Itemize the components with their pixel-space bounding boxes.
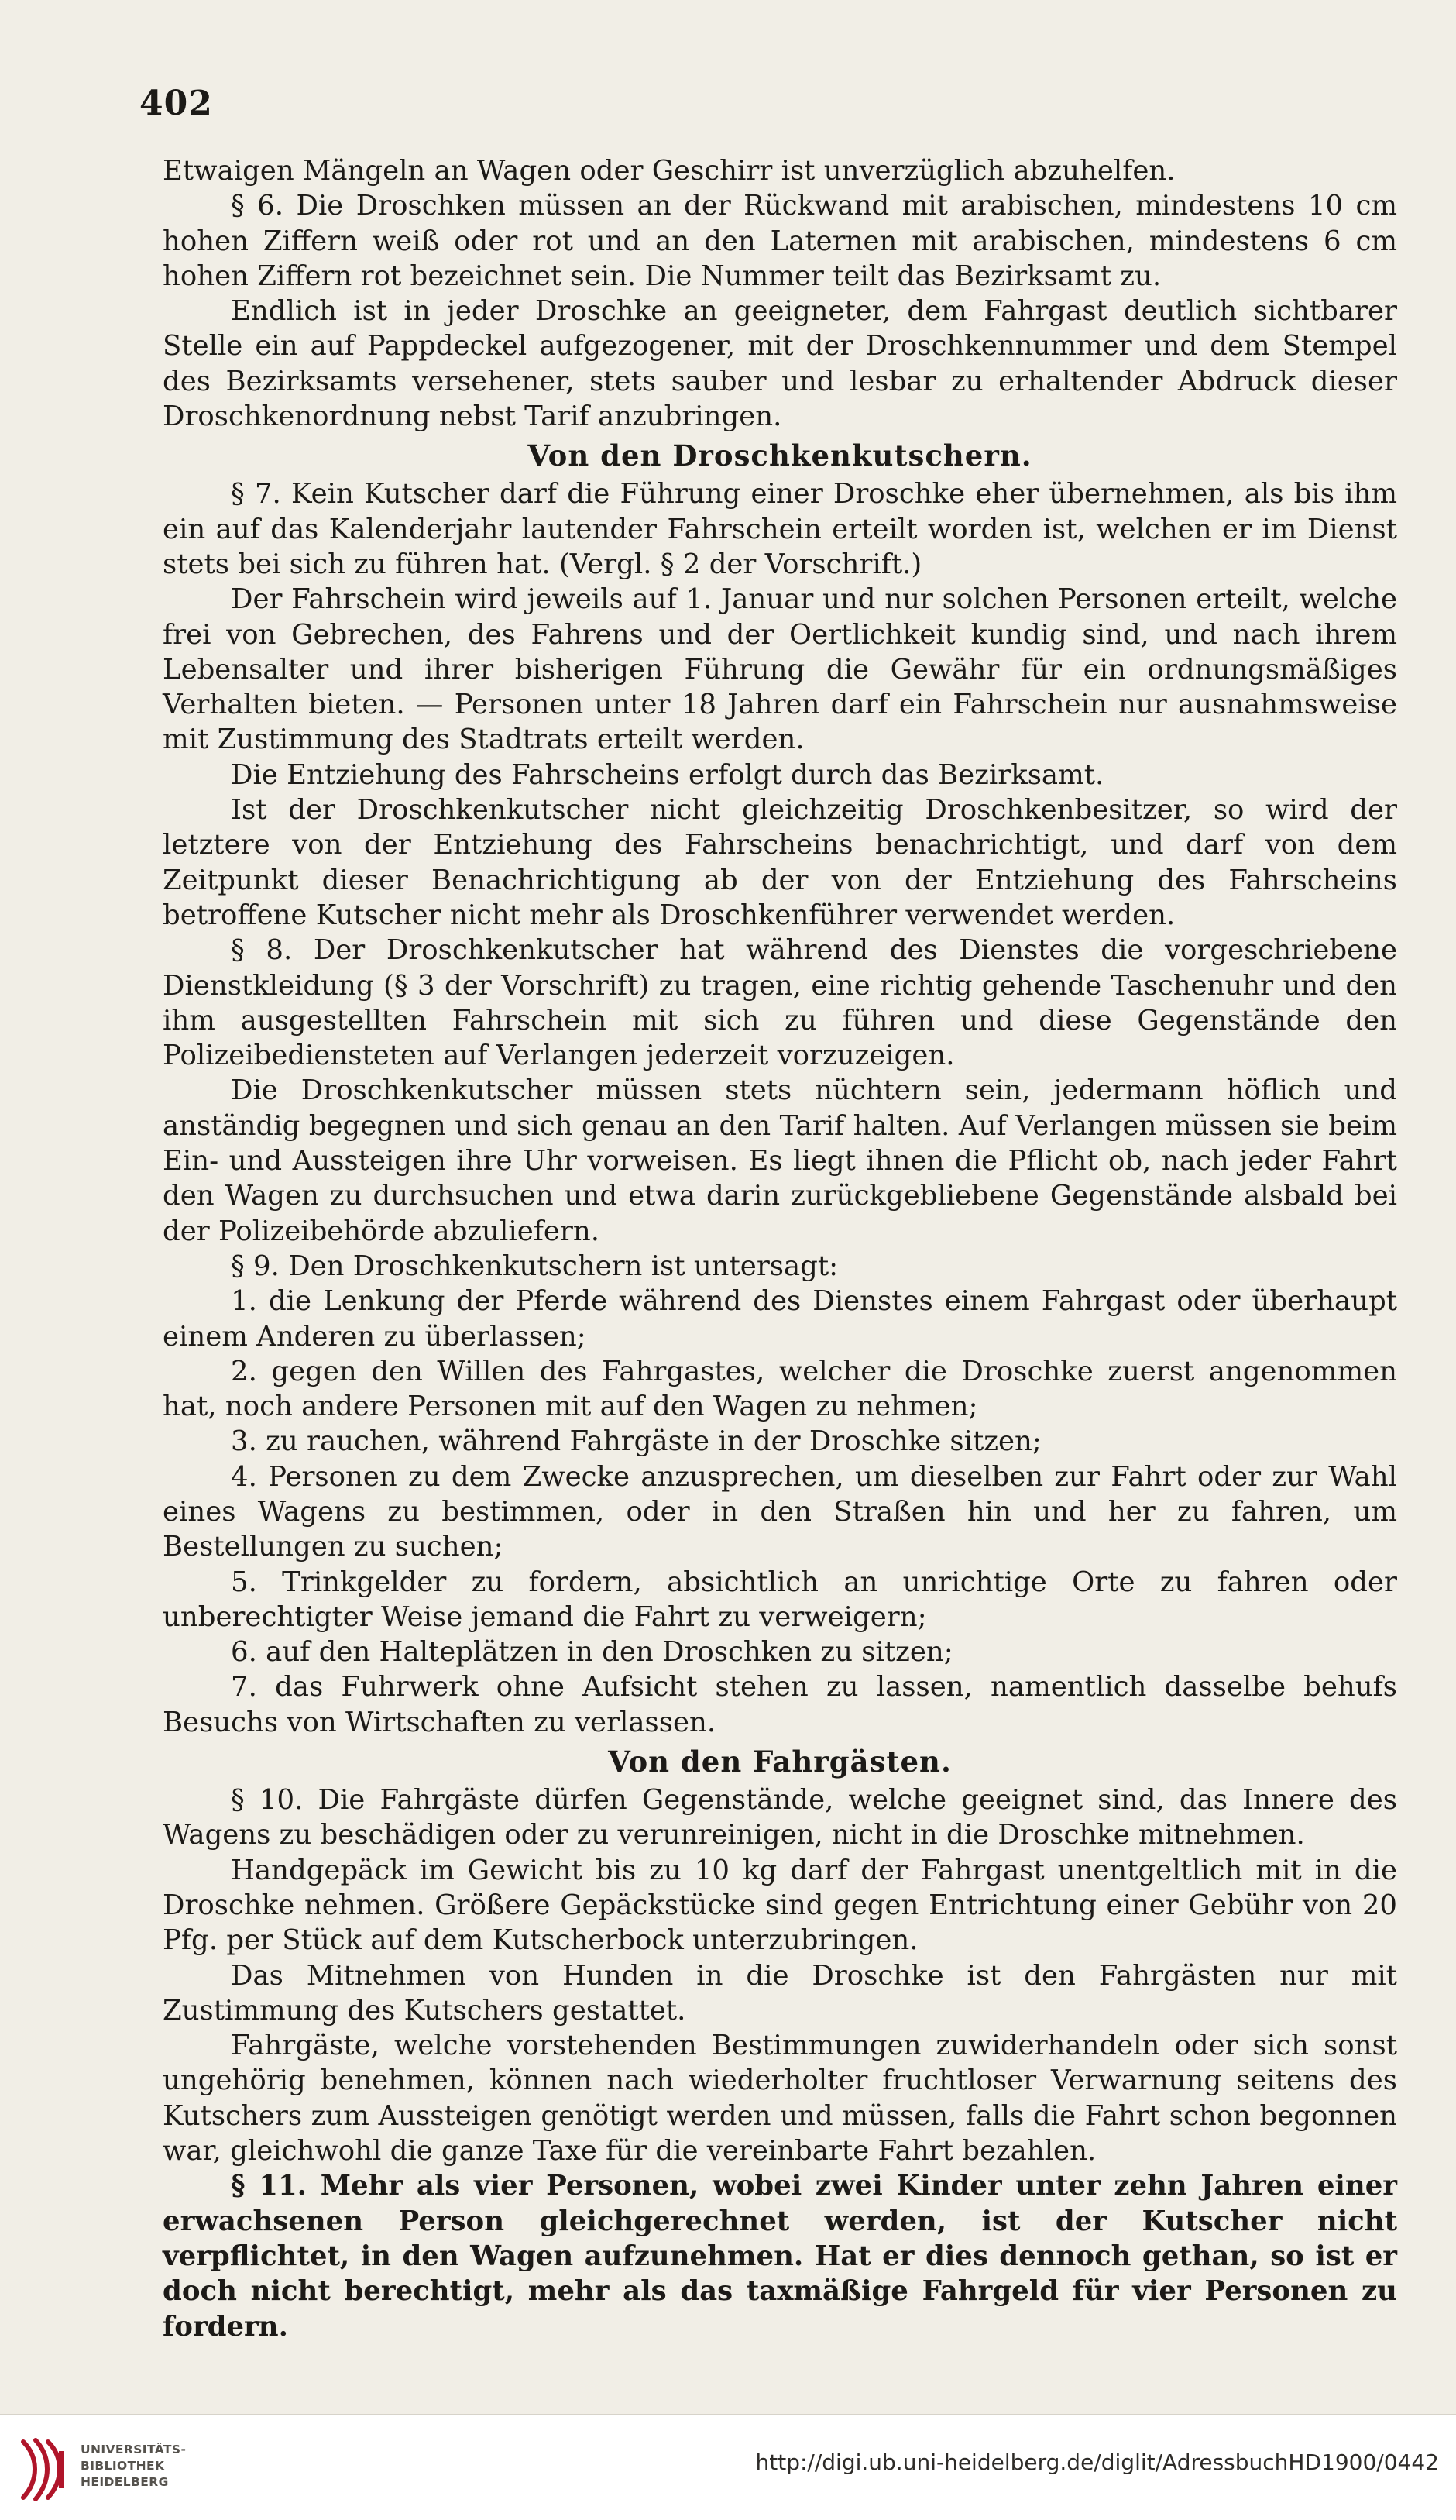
footer-bar	[0, 2415, 1456, 2520]
library-name-line: UNIVERSITÄTS-	[81, 2443, 187, 2456]
paragraph: Das Mitnehmen von Hunden in die Droschke ist den Fahrgästen nur mit Zustimmung des Kutschers gestattet.	[163, 1959, 1397, 2027]
paragraph: 6. auf den Halteplätzen in den Droschken zu sitzen;	[231, 1636, 953, 1669]
document-body	[163, 153, 1397, 2344]
paragraph: 2. gegen den Willen des Fahrgastes, welcher die Droschke zuerst angenommen hat, noch andere Personen mit auf den Wagen zu nehmen;	[163, 1355, 1397, 1423]
paragraph: Endlich ist in jeder Droschke an geeigneter, dem Fahrgast deutlich sichtbarer Stelle ein auf Pappdeckel aufgezogener, mit der Droschkennummer und dem Stempel des Bezirksamts versehener, stets sauber und lesbar zu erhaltender Abdruck dieser Droschkenordnung nebst Tarif anzubringen.	[163, 295, 1397, 433]
section-heading: Von den Fahrgästen.	[608, 1745, 952, 1779]
paragraph: 5. Trinkgelder zu fordern, absichtlich an unrichtige Orte zu fahren oder unberechtigter Weise jemand die Fahrt zu verweigern;	[163, 1566, 1397, 1633]
library-name	[81, 2442, 186, 2491]
paragraph: § 6. Die Droschken müssen an der Rückwand mit arabischen, mindestens 10 cm hohen Ziffern weiß oder rot und an den Laternen mit arabischen, mindestens 6 cm hohen Ziffern rot bezeichnet sein. Die Nummer teilt das Bezirksamt zu.	[163, 190, 1397, 292]
paragraph: § 10. Die Fahrgäste dürfen Gegenstände, welche geeignet sind, das Innere des Wagens zu beschädigen oder zu verunreinigen, nicht in die Droschke mitnehmen.	[163, 1784, 1397, 1851]
library-name-line: BIBLIOTHEK	[81, 2459, 165, 2473]
paragraph: 7. das Fuhrwerk ohne Aufsicht stehen zu lassen, namentlich dasselbe behufs Besuchs von Wirtschaften zu verlassen.	[163, 1671, 1397, 1738]
paragraph: Etwaigen Mängeln an Wagen oder Geschirr ist unverzüglich abzuhelfen.	[163, 155, 1176, 187]
paragraph: 3. zu rauchen, während Fahrgäste in der Droschke sitzen;	[231, 1425, 1042, 1458]
paragraph: § 7. Kein Kutscher darf die Führung einer Droschke eher übernehmen, als bis ihm ein auf das Kalenderjahr lautender Fahrschein erteilt worden ist, welchen er im Dienst stets bei sich zu führen hat. (Vergl. § 2 der Vorschrift.)	[163, 478, 1397, 580]
paragraph: § 9. Den Droschkenkutschern ist untersagt:	[231, 1250, 839, 1282]
paragraph: § 8. Der Droschkenkutscher hat während des Dienstes die vorgeschriebene Dienstkleidung (§ 3 der Vorschrift) zu tragen, eine richtig gehende Taschenuhr und den ihm ausgestellten Fahrschein mit sich zu führen und diese Gegenstände den Polizeibediensteten auf Verlangen jederzeit vorzuzeigen.	[163, 934, 1397, 1072]
paragraph: 1. die Lenkung der Pferde während des Dienstes einem Fahrgast oder überhaupt einem Anderen zu überlassen;	[163, 1285, 1397, 1353]
source-url-link[interactable]: http://digi.ub.uni-heidelberg.de/diglit/AdressbuchHD1900/0442	[755, 2450, 1439, 2475]
paragraph: Der Fahrschein wird jeweils auf 1. Januar und nur solchen Personen erteilt, welche frei von Gebrechen, des Fahrens und der Oertlichkeit kundig sind, und nach ihrem Lebensalter und ihrer bisherigen Führung die Gewähr für ein ordnungsmäßiges Verhalten bieten. — Personen unter 18 Jahren darf ein Fahrschein nur ausnahmsweise mit Zustimmung des Stadtrats erteilt werden.	[163, 583, 1397, 756]
page-number: 402	[139, 84, 213, 123]
section-heading: Von den Droschkenkutschern.	[527, 438, 1032, 473]
paragraph: Die Entziehung des Fahrscheins erfolgt durch das Bezirksamt.	[231, 758, 1104, 791]
paragraph: Handgepäck im Gewicht bis zu 10 kg darf der Fahrgast unentgeltlich mit in die Droschke nehmen. Größere Gepäckstücke sind gegen Entrichtung einer Gebühr von 20 Pfg. per Stück auf dem Kutscherbock unterzubringen.	[163, 1854, 1397, 1957]
paragraph: Fahrgäste, welche vorstehenden Bestimmungen zuwiderhandeln oder sich sonst ungehörig benehmen, können nach wiederholter fruchtloser Verwarnung seitens des Kutschers zum Aussteigen genötigt werden und müssen, falls die Fahrt schon begonnen war, gleichwohl die ganze Taxe für die vereinbarte Fahrt bezahlen.	[163, 2030, 1397, 2168]
university-library-logo-icon	[15, 2434, 73, 2505]
paragraph: 4. Personen zu dem Zwecke anzusprechen, um dieselben zur Fahrt oder zur Wahl eines Wagens zu bestimmen, oder in den Straßen hin und her zu fahren, um Bestellungen zu suchen;	[163, 1460, 1397, 1563]
paragraph: § 11. Mehr als vier Personen, wobei zwei Kinder unter zehn Jahren einer erwachsenen Person gleichgerechnet werden, ist der Kutscher nicht verpflichtet, in den Wagen aufzunehmen. Hat er dies dennoch gethan, so ist er doch nicht berechtigt, mehr als das taxmäßige Fahrgeld für vier Personen zu fordern.	[163, 2170, 1397, 2343]
library-name-line: HEIDELBERG	[81, 2475, 169, 2489]
paragraph: Ist der Droschkenkutscher nicht gleichzeitig Droschkenbesitzer, so wird der letztere von der Entziehung des Fahrscheins benachrichtigt, und darf von dem Zeitpunkt dieser Benachrichtigung ab der von der Entziehung des Fahrscheins betroffene Kutscher nicht mehr als Droschkenführer verwendet werden.	[163, 794, 1397, 931]
paragraph: Die Droschkenkutscher müssen stets nüchtern sein, jedermann höflich und anständig begegnen und sich genau an den Tarif halten. Auf Verlangen müssen sie beim Ein- und Aussteigen ihre Uhr vorweisen. Es liegt ihnen die Pflicht ob, nach jeder Fahrt den Wagen zu durchsuchen und etwa darin zurückgebliebene Gegenstände alsbald bei der Polizeibehörde abzuliefern.	[163, 1074, 1397, 1247]
